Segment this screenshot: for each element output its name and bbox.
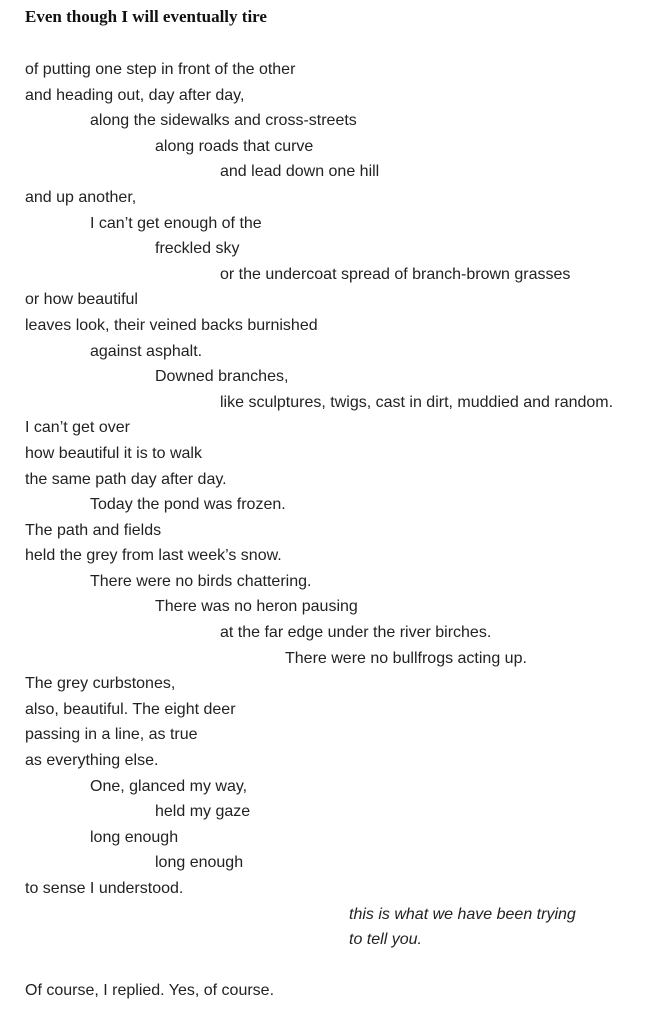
poem-body bbox=[25, 57, 661, 1004]
poem-line: or the undercoat spread of branch-brown grasses bbox=[220, 265, 571, 283]
poem-line: There was no heron pausing bbox=[155, 598, 358, 616]
poem-line: Of course, I replied. Yes, of course. bbox=[25, 982, 275, 1000]
poem-line: The grey curbstones, bbox=[25, 675, 176, 693]
stanza-break bbox=[25, 953, 661, 979]
poem-line: leaves look, their veined backs burnished bbox=[25, 316, 318, 334]
poem-line: to sense I understood. bbox=[25, 880, 184, 897]
poem-line: at the far edge under the river birches. bbox=[220, 624, 492, 642]
poem-line: against asphalt. bbox=[90, 342, 203, 360]
poem-line: One, glanced my way, bbox=[90, 777, 248, 795]
poem-line: also, beautiful. The eight deer bbox=[25, 700, 236, 718]
poem-title: Even though I will eventually tire bbox=[25, 7, 267, 26]
poem-line: how beautiful it is to walk bbox=[25, 444, 202, 462]
poem-line: I can’t get over bbox=[25, 419, 130, 437]
poem-line: Today the pond was frozen. bbox=[90, 496, 286, 514]
poem-line: Downed branches, bbox=[155, 368, 289, 386]
poem-line: and heading out, day after day, bbox=[25, 86, 245, 104]
poem-line: long enough bbox=[155, 854, 244, 872]
poem-line: or how beautiful bbox=[25, 291, 138, 309]
poem-line-italic: to tell you. bbox=[349, 931, 422, 949]
poem-line: There were no bullfrogs acting up. bbox=[285, 649, 527, 667]
poem-line: and up another, bbox=[25, 188, 137, 206]
poem-line: the same path day after day. bbox=[25, 470, 227, 488]
poem-line: like sculptures, twigs, cast in dirt, muddied and random. bbox=[220, 393, 614, 411]
poem-line: I can’t get enough of the bbox=[90, 214, 262, 232]
poem-line: held the grey from last week’s snow. bbox=[25, 547, 282, 565]
poem-line: held my gaze bbox=[155, 803, 251, 821]
poem-line: of putting one step in front of the other bbox=[25, 61, 296, 78]
poem-line: The path and fields bbox=[25, 521, 162, 539]
poem-line: along roads that curve bbox=[155, 137, 314, 155]
poem-line: and lead down one hill bbox=[220, 163, 380, 181]
poem-line: freckled sky bbox=[155, 240, 240, 258]
poem-line: passing in a line, as true bbox=[25, 726, 198, 744]
poem-line: as everything else. bbox=[25, 752, 159, 770]
poem-line: There were no birds chattering. bbox=[90, 572, 312, 590]
poem-line-italic: this is what we have been trying bbox=[349, 905, 576, 923]
poem-line: long enough bbox=[90, 828, 179, 846]
poem-line: along the sidewalks and cross-streets bbox=[90, 112, 357, 130]
